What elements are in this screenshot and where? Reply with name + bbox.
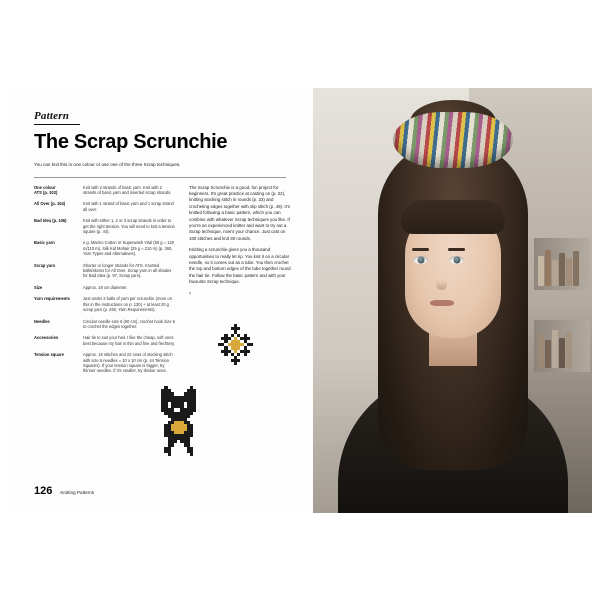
spec-row (34, 285, 176, 290)
mouth (430, 300, 454, 306)
intro-paragraph-2: Knitting a scrunchie gives you a thousand opportunities to really let rip. You knit it on a circular needle, so it comes out as a tube. You then crochet the top and bottom edges of the tube together round the hair tie. Follow the basic pattern and with your favourite Scrap technique. (189, 247, 291, 285)
book-spread (8, 88, 592, 513)
flower-motif (218, 324, 260, 366)
shelf-book (538, 334, 544, 368)
spec-value: Approx. 19 stitches and 22 rows of stocking stitch with size 6 needles = 10 x 10 cm (p. 44 Tension Squares). If your tension square is bigger, try thinner needles. If it's smaller, try thicker ones. (83, 352, 173, 374)
spec-label-sub: ATS (p. 102) (34, 190, 58, 195)
spec-label: Tension square (34, 352, 64, 358)
standfirst: You can knit this in one colour or use one of the three Scrap techniques. (34, 162, 181, 167)
shelf-lower (534, 320, 590, 372)
shelf-book (566, 258, 572, 286)
eye-right (449, 256, 464, 264)
spec-value: Knit with 1 strand of basic yarn and 1 scrap strand all over. (83, 201, 174, 212)
spec-label: Accessories (34, 335, 59, 341)
spec-row (34, 296, 176, 312)
spec-row (34, 240, 176, 256)
spec-value: Hair tie to suit your hair. I like the cheap, soft ones best because my hair is thin and fine and fiechtery. (83, 335, 175, 346)
shelf-book (552, 330, 558, 368)
intro-paragraph-1: The Scrap Scrunchie is a good, fun project for beginners. It's great practice at casting on (p. 22), knitting stocking stitch in rounds (p. 33) and crocheting edges together with slip stitch (p. 49). It's knitted following a basic pattern, which you can combine with whatever Scrap techniques you like. If you're an experienced knitter and want to try out a Scrap technique, now's your chance. Just cast on 100 stitches and knit 30 rounds. (189, 184, 290, 241)
spec-label-text: One colour (34, 184, 56, 190)
shelf-book (573, 251, 579, 286)
folio (34, 485, 94, 497)
iris-right (453, 257, 460, 264)
shelf-book (545, 340, 551, 368)
header-divider (34, 177, 286, 178)
spec-row (34, 201, 176, 212)
left-page (8, 88, 313, 513)
eye-left (413, 256, 428, 264)
spec-label: Size (34, 284, 43, 290)
shelf-book (559, 338, 565, 368)
portrait-photo (313, 88, 592, 513)
nose (436, 274, 447, 290)
spec-value: Approx. 19 cm diameter. (83, 284, 128, 290)
page-kicker: Pattern (34, 110, 70, 122)
spec-row (34, 319, 176, 330)
shelf-book (545, 250, 551, 286)
eyebrow-right (448, 248, 465, 251)
continuation-arrow-icon: › (189, 290, 191, 297)
folio-number: 126 (34, 485, 53, 497)
folio-label: Knitting Patterns (60, 490, 95, 495)
spec-label (34, 185, 76, 196)
spec-value: Knit with either 1, 2 or 3 scrap strands in order to get the right tension. You will need to knit a tension square (p. 44). (83, 218, 175, 235)
spec-value: Shorter or longer strands for ATS. Knotted balls/skeins for All Over. Scrap yarn in all shades for Bad Idea (p. 97, Scrap yarn). (83, 262, 172, 279)
spec-label: All Over (p. 104) (34, 201, 66, 207)
spec-row (34, 185, 176, 196)
shelf-book (566, 332, 572, 368)
page-title: The Scrap Scrunchie (34, 131, 228, 153)
spec-value: Circular needle size 6 (60 cm), crochet hook size 5 to crochet the edges together. (83, 318, 175, 329)
kicker-underline (34, 124, 80, 125)
spec-label: Basic yarn (34, 240, 55, 246)
chart-motifs (158, 324, 298, 484)
spec-row (34, 352, 176, 374)
spec-value: Knit with 2 strands of basic yarn. Knit with 2 strands of basic yarn and inserted scrap strands. (83, 184, 172, 195)
spec-column (34, 185, 176, 380)
spec-row (34, 335, 176, 346)
spec-value: Just under 2 balls of yarn per scrunchie (more on this in the instructions on p. 130) + at least 20 g scrap yarn (p. 260, Yarn Requirements). (83, 296, 172, 313)
chart-cell (199, 453, 202, 456)
spec-label: Needles (34, 318, 50, 324)
spec-row (34, 263, 176, 279)
spec-label: Yarn requirements (34, 296, 70, 302)
spec-value: e.g. Marino Cotton or Superwash Vital (50 g = 120 m/110 m), Silk Kid Mohair (25 g = 210 m) (p. 260, Yarn Types and Alternatives). (83, 240, 175, 257)
chart-cell (256, 362, 259, 365)
right-page (313, 88, 592, 513)
shelf-book (559, 253, 565, 286)
spec-label: Bad Idea (p. 106) (34, 218, 67, 224)
shelf-book (538, 256, 544, 286)
subject-fringe (401, 200, 505, 234)
cat-motif (158, 386, 203, 456)
scrap-scrunchie (393, 112, 513, 168)
shelf-book (552, 260, 558, 286)
eyebrow-left (412, 248, 429, 251)
spec-row (34, 218, 176, 234)
spec-label: Scrap yarn (34, 262, 56, 268)
iris-left (417, 257, 424, 264)
shelf-upper (534, 238, 590, 290)
